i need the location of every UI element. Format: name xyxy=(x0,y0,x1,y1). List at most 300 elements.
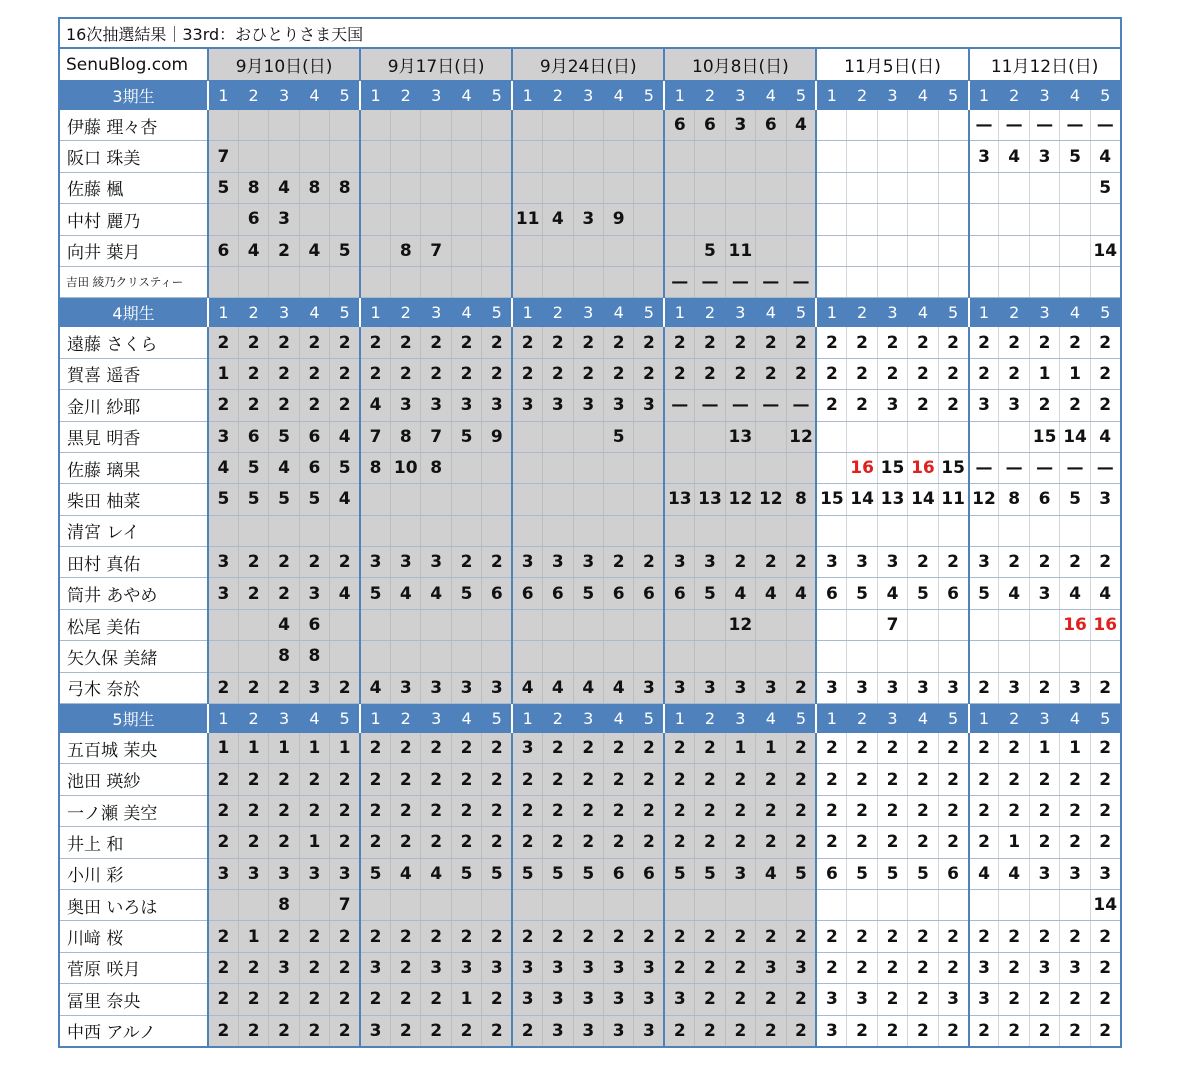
result-cell: 4 xyxy=(391,858,421,889)
result-cell xyxy=(573,515,603,546)
result-cell xyxy=(391,641,421,672)
member-name: 筒井 あやめ xyxy=(59,578,208,609)
result-cell: 2 xyxy=(573,795,603,826)
date-header: 11月5日(日) xyxy=(816,48,968,81)
result-cell: 4 xyxy=(330,421,360,452)
result-cell: 3 xyxy=(238,858,268,889)
result-cell: 2 xyxy=(330,827,360,858)
result-cell xyxy=(634,110,664,141)
result-cell xyxy=(786,515,816,546)
result-cell: 4 xyxy=(725,578,755,609)
result-cell: — xyxy=(1029,452,1059,483)
slot-number: 5 xyxy=(938,704,968,734)
result-cell: 4 xyxy=(999,141,1029,172)
result-cell xyxy=(847,172,877,203)
result-cell: 2 xyxy=(969,672,999,703)
result-cell xyxy=(482,141,512,172)
result-cell: 3 xyxy=(816,984,846,1015)
slot-number: 2 xyxy=(695,81,725,111)
result-cell: 2 xyxy=(421,358,451,389)
result-cell: 2 xyxy=(999,1015,1029,1047)
result-cell: 3 xyxy=(543,1015,573,1047)
result-cell xyxy=(969,266,999,297)
result-cell: 2 xyxy=(664,327,694,358)
result-cell: 2 xyxy=(482,921,512,952)
result-cell: 5 xyxy=(330,235,360,266)
result-cell: 2 xyxy=(421,733,451,764)
result-cell xyxy=(512,641,542,672)
result-cell: 2 xyxy=(299,327,329,358)
result-cell: 2 xyxy=(451,1015,481,1047)
result-cell: 2 xyxy=(330,1015,360,1047)
result-cell xyxy=(208,641,238,672)
result-cell: 2 xyxy=(999,733,1029,764)
result-cell: 2 xyxy=(786,1015,816,1047)
result-cell: 6 xyxy=(938,858,968,889)
result-cell: 3 xyxy=(269,858,299,889)
result-cell: 3 xyxy=(725,672,755,703)
result-cell xyxy=(573,172,603,203)
result-cell: 5 xyxy=(360,858,390,889)
result-cell: 2 xyxy=(847,390,877,421)
result-cell xyxy=(877,266,907,297)
member-row xyxy=(59,889,1121,920)
result-cell: 2 xyxy=(269,764,299,795)
result-cell: 2 xyxy=(299,390,329,421)
slot-number: 4 xyxy=(603,298,633,328)
result-cell xyxy=(756,172,786,203)
result-cell: 2 xyxy=(482,733,512,764)
slot-number: 3 xyxy=(573,298,603,328)
result-cell xyxy=(938,515,968,546)
member-name: 遠藤 さくら xyxy=(59,327,208,358)
result-cell: 4 xyxy=(999,578,1029,609)
result-cell: 2 xyxy=(1090,327,1120,358)
slot-number: 1 xyxy=(969,81,999,111)
section-label: 3期生 xyxy=(59,81,208,111)
result-cell xyxy=(543,484,573,515)
result-cell: 6 xyxy=(816,578,846,609)
slot-number: 2 xyxy=(238,81,268,111)
result-cell: 3 xyxy=(938,984,968,1015)
slot-number: 2 xyxy=(391,81,421,111)
result-cell: 3 xyxy=(1029,858,1059,889)
result-cell xyxy=(969,641,999,672)
result-cell: 3 xyxy=(847,547,877,578)
result-cell: 3 xyxy=(482,390,512,421)
result-cell xyxy=(543,641,573,672)
result-cell xyxy=(816,452,846,483)
result-cell xyxy=(512,515,542,546)
result-cell: 1 xyxy=(999,827,1029,858)
result-cell: 2 xyxy=(330,547,360,578)
result-cell: 2 xyxy=(634,795,664,826)
result-cell: 2 xyxy=(269,235,299,266)
member-row xyxy=(59,235,1121,266)
result-cell xyxy=(543,141,573,172)
result-cell: 2 xyxy=(725,952,755,983)
member-name: 池田 瑛紗 xyxy=(59,764,208,795)
title-row xyxy=(59,18,1121,48)
result-cell xyxy=(330,266,360,297)
slot-number: 3 xyxy=(573,704,603,734)
section-label: 5期生 xyxy=(59,704,208,734)
result-cell xyxy=(938,172,968,203)
result-cell: 2 xyxy=(756,358,786,389)
member-name: 中村 麗乃 xyxy=(59,204,208,235)
result-cell: 6 xyxy=(634,858,664,889)
result-cell: 1 xyxy=(299,733,329,764)
result-cell: 5 xyxy=(695,858,725,889)
result-cell xyxy=(421,484,451,515)
result-cell: 4 xyxy=(877,578,907,609)
result-cell: 2 xyxy=(603,795,633,826)
result-cell: 2 xyxy=(938,327,968,358)
result-cell: 2 xyxy=(391,327,421,358)
result-cell: 2 xyxy=(543,358,573,389)
result-cell: 2 xyxy=(969,921,999,952)
result-cell: 2 xyxy=(1090,547,1120,578)
result-cell xyxy=(573,452,603,483)
result-cell: 2 xyxy=(299,764,329,795)
result-cell: 4 xyxy=(330,484,360,515)
member-row xyxy=(59,421,1121,452)
result-cell xyxy=(695,172,725,203)
result-cell: 2 xyxy=(482,327,512,358)
result-cell: 9 xyxy=(603,204,633,235)
result-cell: 2 xyxy=(330,358,360,389)
result-cell: 1 xyxy=(725,733,755,764)
result-cell: 2 xyxy=(391,827,421,858)
result-cell: 1 xyxy=(208,733,238,764)
slot-number: 2 xyxy=(999,81,1029,111)
result-cell: 5 xyxy=(451,858,481,889)
result-cell: 2 xyxy=(938,547,968,578)
result-cell: 10 xyxy=(391,452,421,483)
slot-number: 5 xyxy=(634,704,664,734)
member-name: 伊藤 理々杏 xyxy=(59,110,208,141)
member-row xyxy=(59,110,1121,141)
result-cell: 11 xyxy=(938,484,968,515)
member-row xyxy=(59,609,1121,640)
slot-number: 3 xyxy=(421,81,451,111)
result-cell: 2 xyxy=(208,390,238,421)
result-cell: 7 xyxy=(877,609,907,640)
result-cell: 6 xyxy=(299,421,329,452)
result-cell: 3 xyxy=(360,547,390,578)
slot-number: 5 xyxy=(634,81,664,111)
member-row xyxy=(59,390,1121,421)
member-row xyxy=(59,484,1121,515)
result-cell: 2 xyxy=(603,733,633,764)
result-cell: 3 xyxy=(969,984,999,1015)
result-cell: 2 xyxy=(269,547,299,578)
result-cell xyxy=(269,110,299,141)
result-cell: 5 xyxy=(330,452,360,483)
result-cell: 3 xyxy=(360,1015,390,1047)
result-cell: 6 xyxy=(238,204,268,235)
result-cell: 2 xyxy=(360,984,390,1015)
result-cell: 2 xyxy=(391,921,421,952)
result-cell xyxy=(1060,266,1090,297)
result-cell xyxy=(634,609,664,640)
result-cell xyxy=(969,515,999,546)
result-cell xyxy=(512,609,542,640)
result-cell: 4 xyxy=(299,235,329,266)
result-cell: 2 xyxy=(238,795,268,826)
result-cell: 3 xyxy=(360,952,390,983)
result-cell xyxy=(451,889,481,920)
result-cell: 11 xyxy=(725,235,755,266)
slot-number: 3 xyxy=(1029,81,1059,111)
member-row xyxy=(59,733,1121,764)
result-cell xyxy=(391,609,421,640)
result-cell: 2 xyxy=(208,1015,238,1047)
result-cell: 2 xyxy=(847,358,877,389)
result-cell: 2 xyxy=(725,984,755,1015)
result-cell xyxy=(512,266,542,297)
result-cell: 2 xyxy=(573,733,603,764)
result-cell xyxy=(634,141,664,172)
result-cell: 2 xyxy=(238,390,268,421)
slot-number: 4 xyxy=(451,81,481,111)
result-cell xyxy=(603,609,633,640)
result-cell: 2 xyxy=(664,795,694,826)
result-cell: 2 xyxy=(482,984,512,1015)
result-cell xyxy=(1060,641,1090,672)
result-cell: 6 xyxy=(299,452,329,483)
slot-number: 5 xyxy=(330,81,360,111)
result-cell: 2 xyxy=(1090,764,1120,795)
result-cell: 6 xyxy=(208,235,238,266)
result-cell: 3 xyxy=(573,1015,603,1047)
result-cell xyxy=(1090,266,1120,297)
result-cell: 2 xyxy=(451,358,481,389)
slot-number: 3 xyxy=(269,81,299,111)
result-cell: 12 xyxy=(725,484,755,515)
result-cell: 16 xyxy=(1090,609,1120,640)
slot-number: 5 xyxy=(482,81,512,111)
result-cell: 2 xyxy=(512,921,542,952)
member-name: 吉田 綾乃クリスティー xyxy=(59,266,208,297)
result-cell xyxy=(543,172,573,203)
result-cell: 2 xyxy=(543,764,573,795)
lottery-results-table xyxy=(58,17,1122,1048)
result-cell: 2 xyxy=(1060,921,1090,952)
result-cell xyxy=(451,235,481,266)
result-cell: 2 xyxy=(330,327,360,358)
result-cell: 2 xyxy=(299,921,329,952)
result-cell: 5 xyxy=(543,858,573,889)
result-cell xyxy=(330,515,360,546)
result-cell: 2 xyxy=(269,327,299,358)
member-name: 弓木 奈於 xyxy=(59,672,208,703)
result-cell: — xyxy=(1029,110,1059,141)
result-cell xyxy=(634,484,664,515)
result-cell: 3 xyxy=(1060,952,1090,983)
result-cell: 2 xyxy=(451,827,481,858)
result-cell xyxy=(756,641,786,672)
result-cell xyxy=(786,141,816,172)
result-cell: 2 xyxy=(786,733,816,764)
result-cell: 2 xyxy=(543,795,573,826)
result-cell: 3 xyxy=(816,547,846,578)
result-cell: 2 xyxy=(421,827,451,858)
result-cell xyxy=(999,515,1029,546)
result-cell: 2 xyxy=(725,327,755,358)
result-cell xyxy=(421,515,451,546)
result-cell xyxy=(725,515,755,546)
result-cell: 2 xyxy=(664,921,694,952)
result-cell xyxy=(969,421,999,452)
result-cell: 2 xyxy=(847,764,877,795)
result-cell xyxy=(269,141,299,172)
result-cell xyxy=(847,515,877,546)
result-cell: 2 xyxy=(847,952,877,983)
result-cell: 3 xyxy=(1060,672,1090,703)
result-cell xyxy=(938,110,968,141)
result-cell: 2 xyxy=(1060,764,1090,795)
result-cell: 2 xyxy=(1029,390,1059,421)
page-title: 16次抽選結果｜33rd：おひとりさま天国 xyxy=(59,18,1121,48)
result-cell xyxy=(482,452,512,483)
result-cell xyxy=(512,110,542,141)
result-cell xyxy=(421,204,451,235)
result-cell: 2 xyxy=(695,984,725,1015)
result-cell: 2 xyxy=(330,984,360,1015)
slot-number: 1 xyxy=(664,81,694,111)
member-row xyxy=(59,641,1121,672)
result-cell xyxy=(999,641,1029,672)
result-cell xyxy=(1029,515,1059,546)
result-cell: 2 xyxy=(695,921,725,952)
result-cell xyxy=(877,141,907,172)
result-cell: 4 xyxy=(269,452,299,483)
result-cell: 2 xyxy=(908,358,938,389)
result-cell xyxy=(360,641,390,672)
result-cell: 2 xyxy=(664,952,694,983)
result-cell: 3 xyxy=(543,952,573,983)
member-name: 松尾 美佑 xyxy=(59,609,208,640)
result-cell: 3 xyxy=(543,547,573,578)
result-cell: 2 xyxy=(269,1015,299,1047)
result-cell: 2 xyxy=(269,578,299,609)
result-cell: 4 xyxy=(238,235,268,266)
result-cell: 3 xyxy=(421,390,451,421)
slot-number: 2 xyxy=(847,704,877,734)
result-cell: 4 xyxy=(756,578,786,609)
result-cell: 4 xyxy=(786,110,816,141)
result-cell: 2 xyxy=(999,327,1029,358)
result-cell xyxy=(360,515,390,546)
result-cell xyxy=(421,609,451,640)
result-cell: 2 xyxy=(786,327,816,358)
result-cell: 3 xyxy=(451,952,481,983)
result-cell: 6 xyxy=(603,578,633,609)
result-cell xyxy=(512,452,542,483)
result-cell xyxy=(908,204,938,235)
result-cell xyxy=(847,641,877,672)
result-cell: 2 xyxy=(603,358,633,389)
result-cell xyxy=(391,204,421,235)
result-cell: 2 xyxy=(421,327,451,358)
result-cell xyxy=(330,641,360,672)
result-cell: 2 xyxy=(1090,827,1120,858)
result-cell: 1 xyxy=(299,827,329,858)
result-cell: 2 xyxy=(603,764,633,795)
section-label: 4期生 xyxy=(59,298,208,328)
result-cell: 5 xyxy=(847,578,877,609)
slot-number: 3 xyxy=(1029,704,1059,734)
blog-name: SenuBlog.com xyxy=(59,48,208,81)
result-cell: 2 xyxy=(999,764,1029,795)
result-cell xyxy=(634,235,664,266)
date-header: 11月12日(日) xyxy=(969,48,1121,81)
member-name: 中西 アルノ xyxy=(59,1015,208,1047)
member-name: 賀喜 遥香 xyxy=(59,358,208,389)
result-cell xyxy=(756,609,786,640)
result-cell xyxy=(391,484,421,515)
result-cell xyxy=(877,204,907,235)
member-row xyxy=(59,1015,1121,1047)
result-cell: 7 xyxy=(421,421,451,452)
result-cell xyxy=(847,609,877,640)
result-cell: 2 xyxy=(877,327,907,358)
result-cell: 2 xyxy=(330,390,360,421)
result-cell: 2 xyxy=(1029,327,1059,358)
slot-number: 5 xyxy=(938,298,968,328)
result-cell xyxy=(421,141,451,172)
result-cell xyxy=(543,452,573,483)
result-cell: 3 xyxy=(938,672,968,703)
result-cell: 2 xyxy=(421,764,451,795)
member-row xyxy=(59,795,1121,826)
result-cell: 6 xyxy=(299,609,329,640)
result-cell: 2 xyxy=(421,984,451,1015)
result-cell: 2 xyxy=(695,764,725,795)
result-cell: 2 xyxy=(208,795,238,826)
result-cell xyxy=(1029,235,1059,266)
result-cell: 2 xyxy=(938,1015,968,1047)
result-cell: 12 xyxy=(969,484,999,515)
slot-number: 1 xyxy=(360,298,390,328)
result-cell xyxy=(786,889,816,920)
member-row xyxy=(59,764,1121,795)
result-cell: 2 xyxy=(603,921,633,952)
result-cell: 4 xyxy=(573,672,603,703)
result-cell xyxy=(451,609,481,640)
result-cell xyxy=(725,141,755,172)
result-cell xyxy=(573,484,603,515)
slot-number: 5 xyxy=(330,704,360,734)
slot-number: 1 xyxy=(969,298,999,328)
result-cell: 6 xyxy=(816,858,846,889)
result-cell: 2 xyxy=(786,547,816,578)
result-cell: 3 xyxy=(573,390,603,421)
result-cell: 2 xyxy=(756,327,786,358)
result-cell xyxy=(451,484,481,515)
result-cell: 3 xyxy=(421,672,451,703)
result-cell: 2 xyxy=(482,795,512,826)
result-cell: 2 xyxy=(816,390,846,421)
result-cell: 3 xyxy=(208,578,238,609)
result-cell: 8 xyxy=(269,889,299,920)
result-cell: — xyxy=(999,452,1029,483)
result-cell: — xyxy=(664,266,694,297)
result-cell: 2 xyxy=(208,921,238,952)
result-cell: 2 xyxy=(969,358,999,389)
result-cell xyxy=(695,141,725,172)
